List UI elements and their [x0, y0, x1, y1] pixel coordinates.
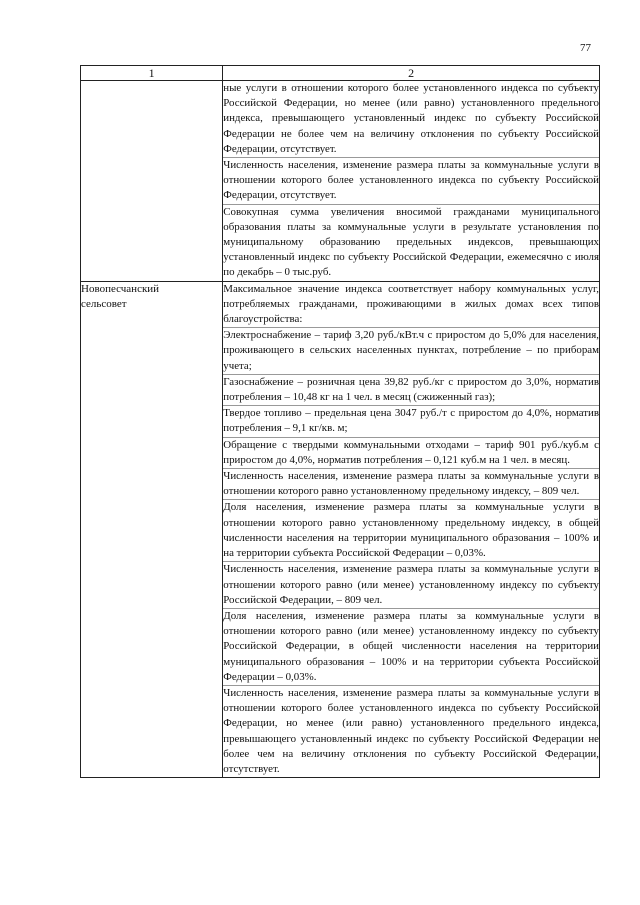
table-row [81, 81, 600, 282]
column-header-2: 2 [223, 66, 600, 81]
paragraph: Максимальное значение индекса соответствует набору коммунальных услуг, потребляемых гражданами, проживающими в жилых домах всех типов благоустройства: [223, 282, 599, 326]
municipality-type: сельсовет [81, 297, 127, 310]
table-header-row [81, 66, 600, 81]
paragraph: Совокупная сумма увеличения вносимой гражданами муниципального образования платы за коммунальные услуги в результате установления по муниципальному образованию предельных индексов, превышающих установленный индекс по субъекту Российской Федерации, ежемесячно с июля по декабрь – 0 тыс.руб. [223, 204, 599, 281]
column-header-1: 1 [81, 66, 223, 81]
paragraph: Численность населения, изменение размера платы за коммунальные услуги в отношении которого равно (или менее) установленному индексу по субъекту Российской Федерации, – 809 чел. [223, 561, 599, 608]
municipality-name: Новопесчанский [81, 282, 160, 295]
paragraph: Газоснабжение – розничная цена 39,82 руб./кг с приростом до 3,0%, норматив потребления – 10,48 кг на 1 чел. в месяц (сжиженный газ); [223, 374, 599, 405]
paragraph: ные услуги в отношении которого более установленного индекса по субъекту Российской Федерации, но менее (или равно) установленного предельного индекса, превышающего установленный индекс по субъекту Российской Федерации не более чем на величину отклонения по субъекту Российской Федерации, отсутствует. [223, 82, 599, 155]
paragraph: Доля населения, изменение размера платы за коммунальные услуги в отношении которого равно (или менее) установленному индексу по субъекту Российской Федерации, в общей численности населения на территории муниципального образования – 100% и на территории субъекта Российской Федерации – 0,03%. [223, 608, 599, 685]
page-number: 77 [580, 42, 591, 54]
paragraph: Обращение с твердыми коммунальными отходами – тариф 901 руб./куб.м с приростом до 4,0%, норматив потребления – 0,121 куб.м на 1 чел. в месяц. [223, 437, 599, 468]
table-row [81, 281, 600, 778]
paragraph: Численность населения, изменение размера платы за коммунальные услуги в отношении которого более установленного индекса по субъекту Российской Федерации, отсутствует. [223, 157, 599, 204]
description-cell [223, 81, 600, 282]
paragraph: Доля населения, изменение размера платы за коммунальные услуги в отношении которого равно установленному предельному индексу, в общей численности населения на территории муниципального образования – 100% и на территории субъекта Российской Федерации – 0,03%. [223, 499, 599, 561]
paragraph: Твердое топливо – предельная цена 3047 руб./т с приростом до 4,0%, норматив потребления – 9,1 кг/кв. м; [223, 405, 599, 436]
paragraph: Численность населения, изменение размера платы за коммунальные услуги в отношении которого равно установленному предельному индексу, – 809 чел. [223, 468, 599, 499]
paragraph: Электроснабжение – тариф 3,20 руб./кВт.ч с приростом до 5,0% для населения, проживающего в сельских населенных пунктах, потребление – по приборам учета; [223, 327, 599, 374]
indices-table [80, 65, 600, 778]
description-cell [223, 281, 600, 778]
municipality-cell [81, 81, 223, 282]
municipality-cell [81, 281, 223, 778]
paragraph: Численность населения, изменение размера платы за коммунальные услуги в отношении которого более установленного индекса по субъекту Российской Федерации, но менее (или равно) установленного предельного индекса, превышающего установленный индекс по субъекту Российской Федерации не более чем на величину отклонения по субъекту Российской Федерации, отсутствует. [223, 685, 599, 777]
